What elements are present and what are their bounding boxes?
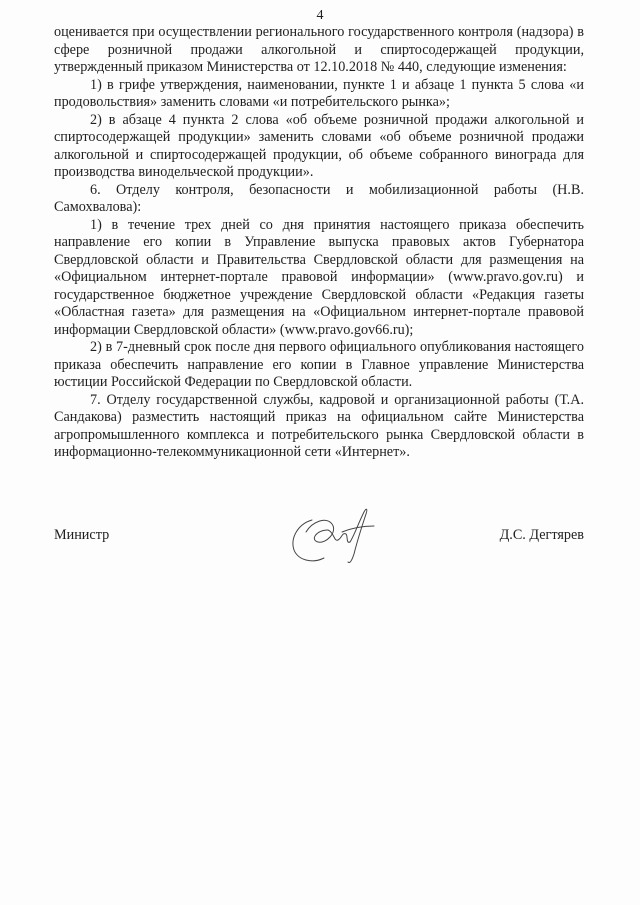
paragraph-5-2: 2) в абзаце 4 пункта 2 слова «об объеме розничной продажи алкогольной и спиртосодержащей продукции» заменить словами «об объеме розничной продажи алкогольной и спиртосодержащей продукции, об объеме собранного винограда для производства винодельческой продукции».	[54, 111, 584, 180]
signatory-name: Д.С. Дегтярев	[499, 527, 584, 543]
signatory-title: Министр	[54, 527, 110, 543]
paragraph-6-1: 1) в течение трех дней со дня принятия настоящего приказа обеспечить направление его копии в Управление выпуска правовых актов Губернатора Свердловской области и Правительства Свердловской области для размещения на «Официальном интернет-портале правовой информации» (www.pravo.gov.ru) и государственное бюджетное учреждение Свердловской области «Редакция газеты «Областная газета» для размещения на «Официальном интернет-портале правовой информации Свердловской области» (www.pravo.gov66.ru);	[54, 216, 584, 338]
document-body	[54, 24, 584, 462]
page-number: 4	[316, 8, 324, 23]
signature-block	[54, 526, 584, 596]
paragraph-5-1: 1) в грифе утверждения, наименовании, пункте 1 и абзаце 1 пункта 5 слова «и продовольствия» заменить словами «и потребительского рынка»;	[54, 76, 584, 110]
paragraph-6: 6. Отделу контроля, безопасности и мобилизационной работы (Н.В. Самохвалова):	[54, 181, 584, 215]
paragraph-7: 7. Отделу государственной службы, кадровой и организационной работы (Т.А. Сандакова) разместить настоящий приказ на официальном сайте Министерства агропромышленного комплекса и потребительского рынка Свердловской области в информационно-телекоммуникационной сети «Интернет».	[54, 391, 584, 460]
paragraph-intro: оценивается при осуществлении регионального государственного контроля (надзора) в сфере розничной продажи алкогольной и спиртосодержащей продукции, утвержденный приказом Министерства от 12.10.2018 № 440, следующие изменения:	[54, 24, 584, 75]
handwritten-signature	[282, 502, 382, 568]
paragraph-6-2: 2) в 7-дневный срок после дня первого официального опубликования настоящего приказа обеспечить направление его копии в Главное управление Министерства юстиции Российской Федерации по Свердловской области.	[54, 339, 584, 390]
